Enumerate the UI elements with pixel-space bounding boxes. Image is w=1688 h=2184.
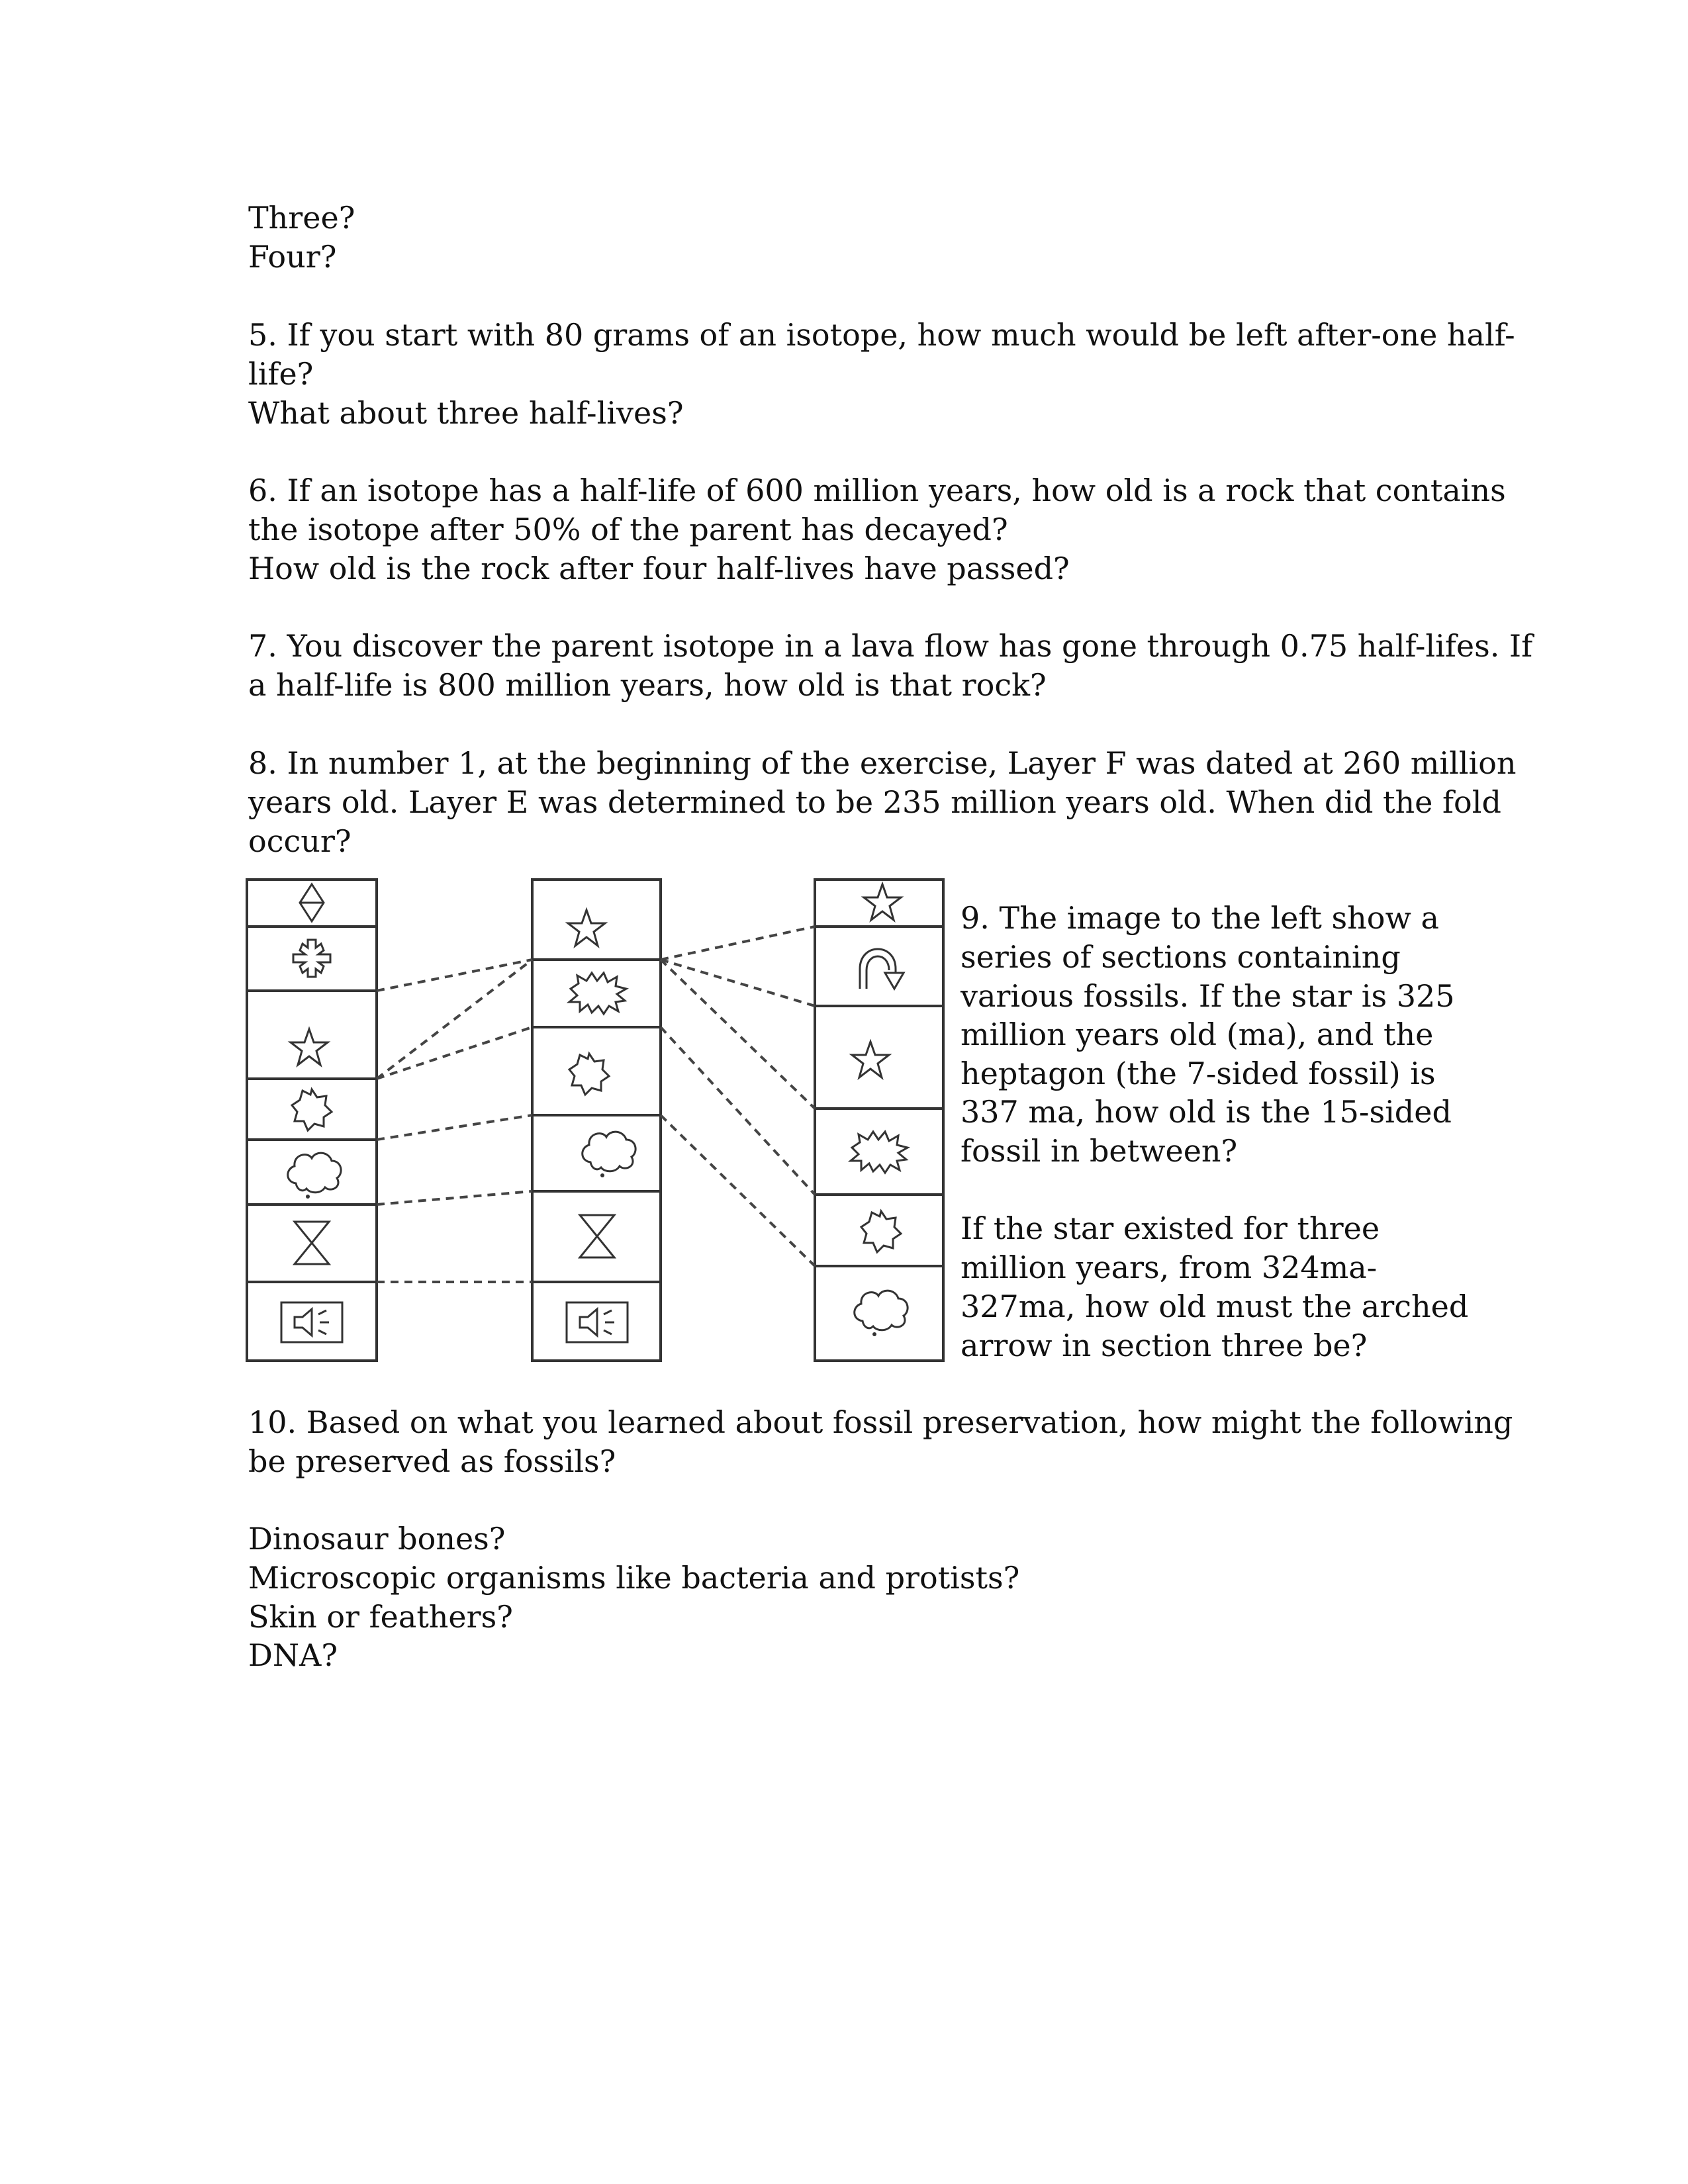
speaker-icon xyxy=(281,1302,342,1342)
diamond-icon xyxy=(300,884,324,921)
question-6: How old is the rock after four half-lives have passed? xyxy=(248,551,1070,586)
section-3 xyxy=(815,880,943,1361)
question-9: fossil in between? xyxy=(961,1133,1238,1169)
burst-icon xyxy=(569,973,626,1014)
question-5: 5. If you start with 80 grams of an isotope, how much would be left after-one half- xyxy=(248,317,1515,353)
cloud-icon xyxy=(855,1291,908,1336)
question-9: If the star existed for three xyxy=(961,1210,1380,1246)
cloud-icon xyxy=(583,1132,635,1177)
question-9: various fossils. If the star is 325 xyxy=(961,978,1455,1014)
section-1 xyxy=(247,880,377,1361)
question-8: 8. In number 1, at the beginning of the exercise, Layer F was dated at 260 million xyxy=(248,745,1517,781)
heptagon-icon xyxy=(292,1089,332,1130)
question-10: Microscopic organisms like bacteria and protists? xyxy=(248,1560,1020,1596)
cloud-icon xyxy=(288,1153,341,1199)
question-10: Dinosaur bones? xyxy=(248,1521,506,1557)
question-6: the isotope after 50% of the parent has decayed? xyxy=(248,512,1008,547)
arched-arrow-icon xyxy=(860,949,904,989)
speaker-icon xyxy=(567,1302,628,1342)
question-9: 327ma, how old must the arched xyxy=(961,1289,1469,1324)
cross-icon xyxy=(293,940,330,977)
heptagon-icon xyxy=(861,1211,901,1252)
question-7: a half-life is 800 million years, how old is that rock? xyxy=(248,667,1047,703)
question-10: be preserved as fossils? xyxy=(248,1443,616,1479)
question-8: occur? xyxy=(248,823,352,859)
question-8: years old. Layer E was determined to be 235 million years old. When did the fold xyxy=(248,784,1501,820)
question-6: 6. If an isotope has a half-life of 600 million years, how old is a rock that contains xyxy=(248,473,1506,508)
question-9: series of sections containing xyxy=(961,939,1401,975)
question-10: Skin or feathers? xyxy=(248,1599,513,1635)
hourglass-icon xyxy=(580,1215,614,1257)
star-icon xyxy=(852,1042,889,1077)
question-9: 9. The image to the left show a xyxy=(961,900,1439,936)
question-10: DNA? xyxy=(248,1637,338,1673)
question-9: million years, from 324ma- xyxy=(961,1250,1378,1285)
section-2 xyxy=(532,880,661,1361)
star-icon xyxy=(864,884,901,920)
heptagon-icon xyxy=(569,1054,609,1095)
question-5: life? xyxy=(248,356,314,392)
question-10: 10. Based on what you learned about fossil preservation, how might the following xyxy=(248,1404,1513,1440)
question-9: million years old (ma), and the xyxy=(961,1017,1434,1052)
question-9: arrow in section three be? xyxy=(961,1328,1368,1363)
question-9: 337 ma, how old is the 15-sided xyxy=(961,1094,1452,1130)
hourglass-icon xyxy=(295,1222,329,1264)
star-icon xyxy=(291,1029,328,1065)
text-line: Four? xyxy=(248,239,337,275)
star-icon xyxy=(568,910,605,946)
question-7: 7. You discover the parent isotope in a lava flow has gone through 0.75 half-lifes. If xyxy=(248,628,1533,664)
text-line: Three? xyxy=(248,200,355,236)
question-9: heptagon (the 7-sided fossil) is xyxy=(961,1056,1436,1091)
question-5: What about three half-lives? xyxy=(248,395,684,431)
burst-icon xyxy=(851,1132,908,1173)
